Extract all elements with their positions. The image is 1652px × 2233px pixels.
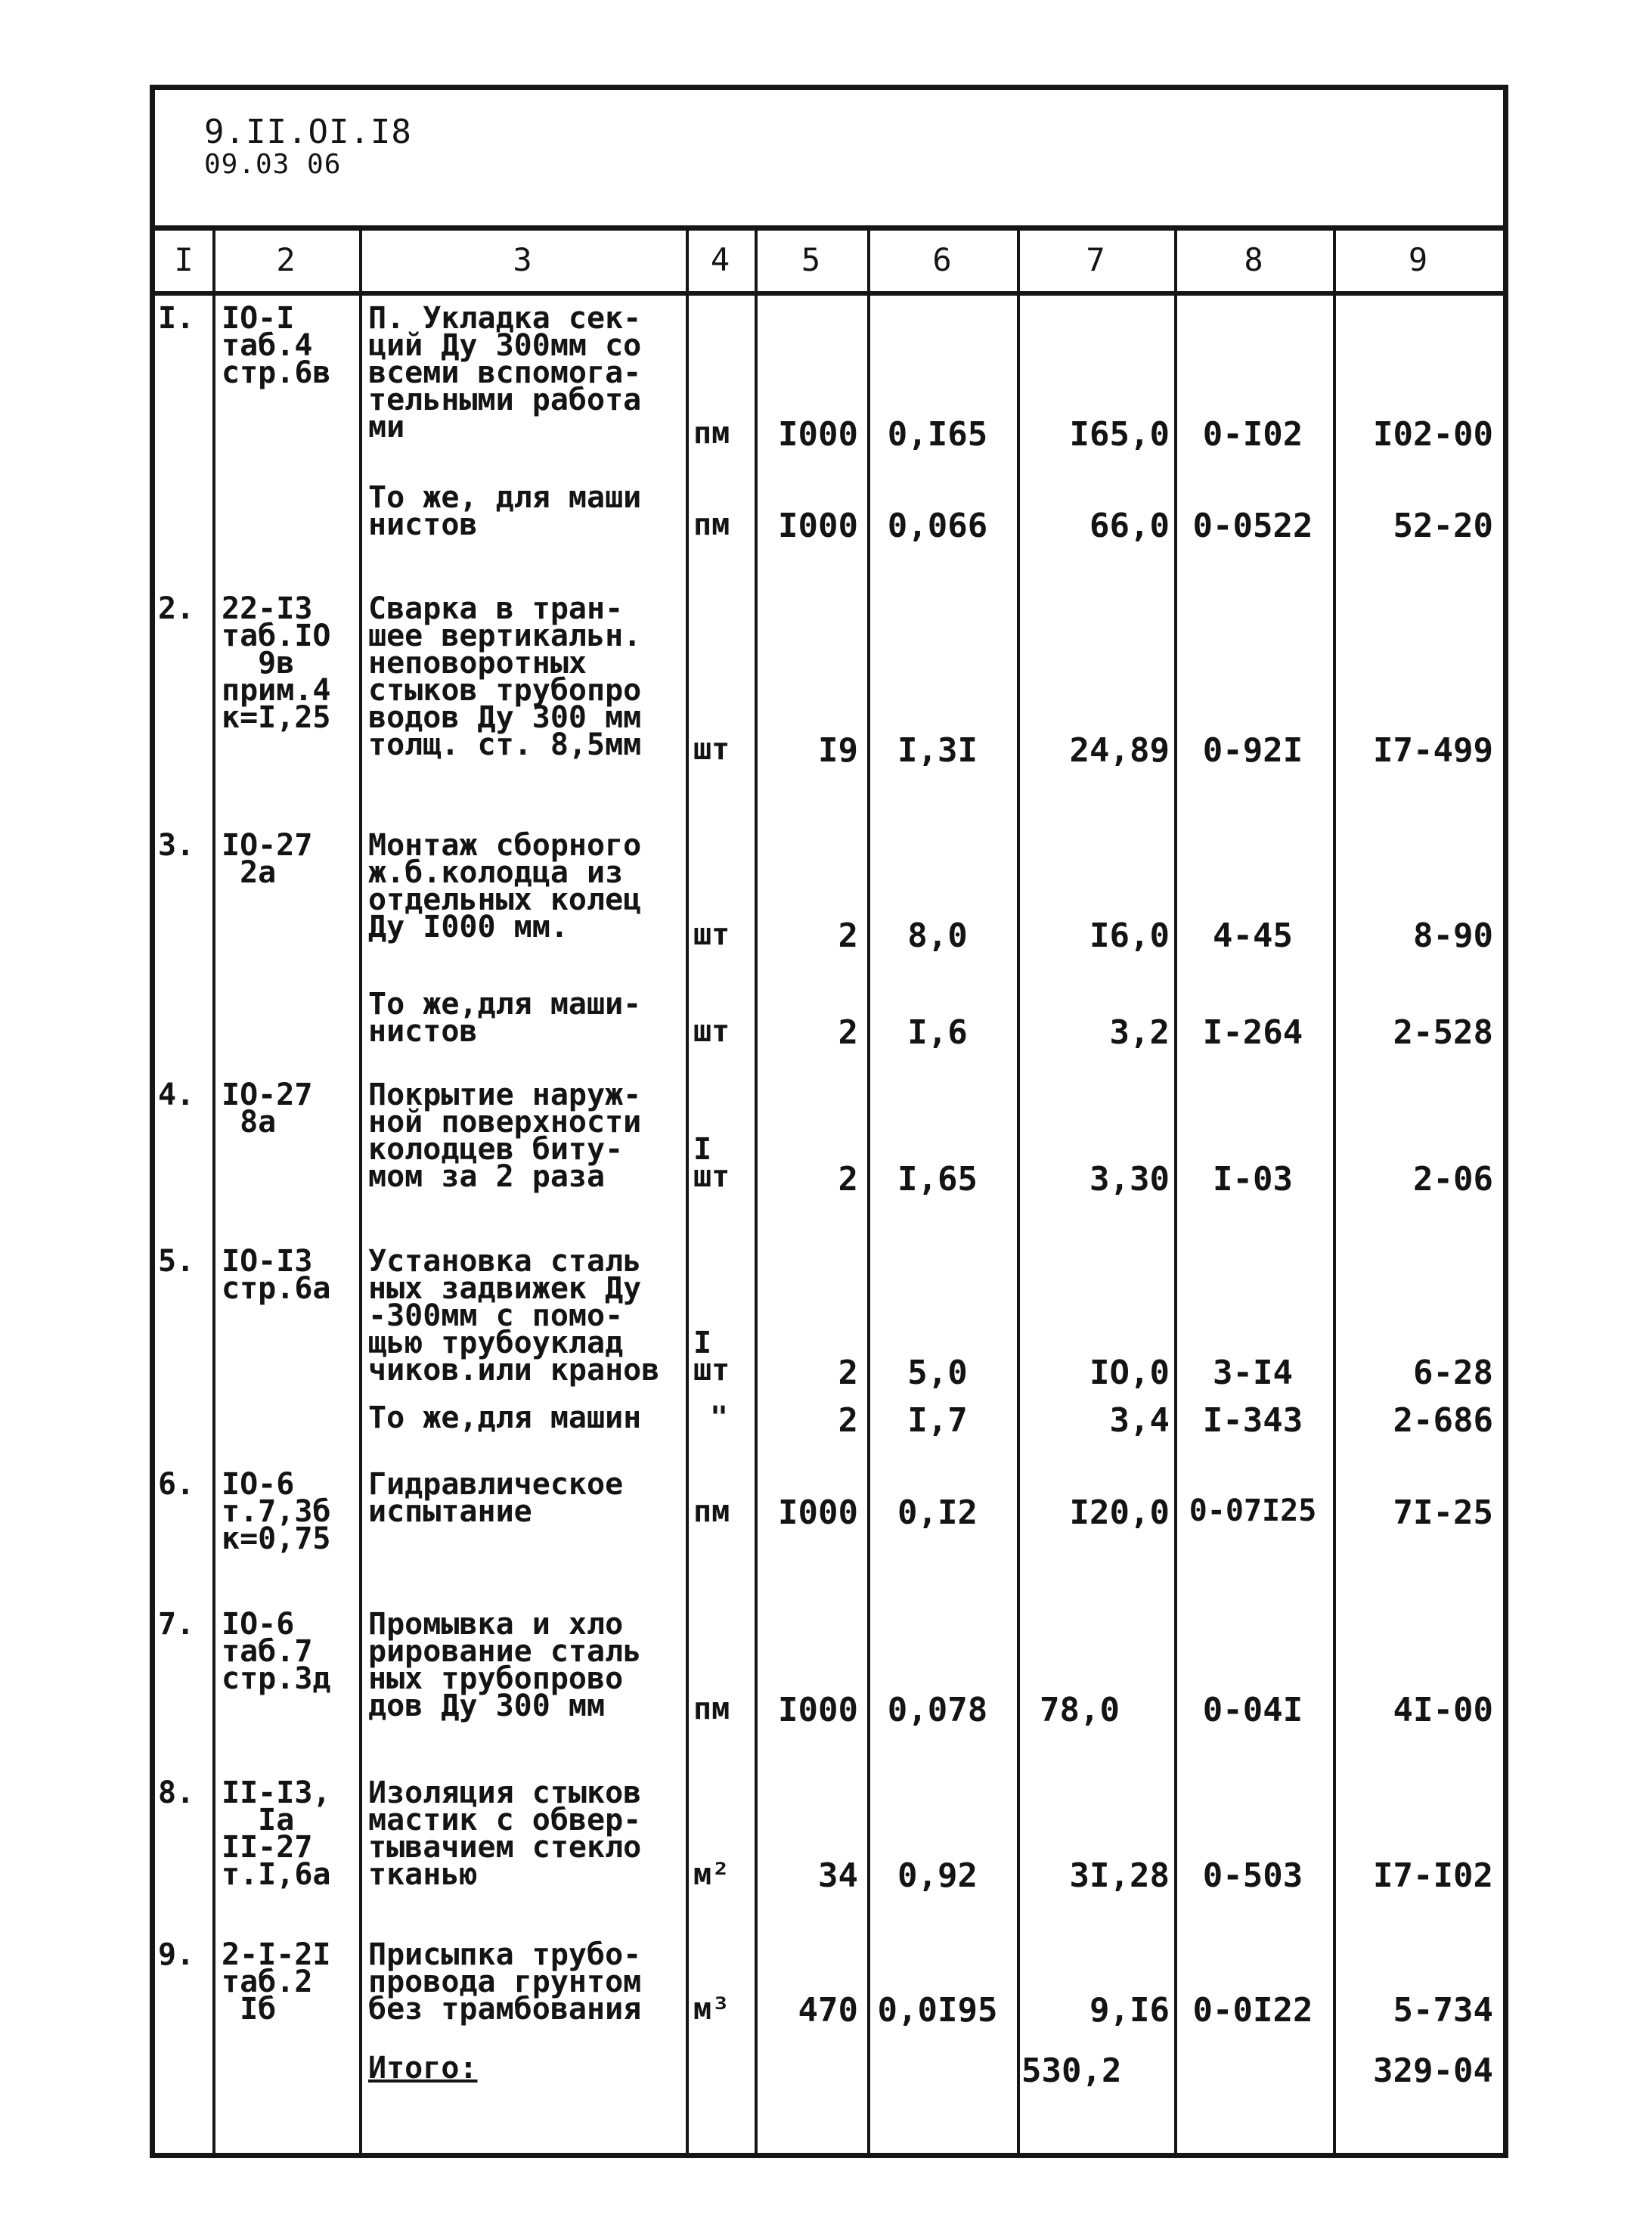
row-rate: I-343 bbox=[1202, 1401, 1303, 1440]
row-quantity: 2 bbox=[838, 1013, 858, 1052]
row-quantity: 2 bbox=[838, 916, 858, 955]
row-quantity: I000 bbox=[778, 1493, 858, 1532]
row-cost: 2-06 bbox=[1413, 1160, 1493, 1199]
row-unit: м² bbox=[693, 1857, 730, 1892]
row-total: IO,0 bbox=[1089, 1354, 1170, 1392]
column-number: 9 bbox=[1408, 241, 1428, 278]
row-reference: IO-27 8а bbox=[222, 1078, 313, 1140]
row-description: То же, для маши нистов bbox=[368, 480, 642, 542]
row-cost: 5-734 bbox=[1393, 1991, 1493, 2030]
row-number: 7. bbox=[158, 1607, 195, 1642]
row-unit: I шт bbox=[693, 1326, 730, 1388]
row-unit: I шт bbox=[693, 1132, 730, 1194]
row-reference: II-I3, Iа II-27 т.I,6а bbox=[222, 1776, 331, 1892]
row-cost: I7-I02 bbox=[1373, 1856, 1493, 1895]
row-reference: IO-6 таб.7 стр.3д bbox=[222, 1607, 331, 1696]
row-total: 3,2 bbox=[1109, 1013, 1170, 1052]
total-label: Итого: bbox=[368, 2051, 478, 2086]
column-number: 6 bbox=[932, 241, 952, 278]
estimate-table bbox=[155, 231, 1503, 2153]
row-quantity: 34 bbox=[818, 1856, 858, 1895]
column-number: 3 bbox=[513, 241, 532, 278]
row-description: Изоляция стыков мастик с обвер- тывачием стекло тканью bbox=[368, 1776, 642, 1892]
row-unit: пм bbox=[693, 1494, 730, 1529]
document-code: 9.II.OI.I8 bbox=[204, 113, 412, 151]
row-rate: 0-07I25 bbox=[1189, 1493, 1317, 1528]
column-number: 5 bbox=[801, 241, 821, 278]
row-norm: 0,066 bbox=[887, 507, 988, 545]
column-number: 7 bbox=[1086, 241, 1105, 278]
row-description: Промывка и хло рирование сталь ных трубопрово дов Ду 300 мм bbox=[368, 1607, 642, 1723]
row-number: 3. bbox=[158, 828, 195, 863]
row-description: Монтаж сборного ж.б.колодца из отдельных колец Ду I000 мм. bbox=[368, 828, 642, 944]
row-reference: IO-I таб.4 стр.6в bbox=[222, 301, 331, 390]
row-total: I20,0 bbox=[1069, 1493, 1170, 1532]
row-description: То же,для машин bbox=[368, 1400, 642, 1435]
row-norm: 5,0 bbox=[907, 1354, 968, 1392]
row-total: 24,89 bbox=[1069, 731, 1170, 770]
row-unit: шт bbox=[693, 917, 730, 952]
row-cost: 2-528 bbox=[1393, 1013, 1493, 1052]
row-reference: 22-I3 таб.IO 9в прим.4 к=I,25 bbox=[222, 591, 331, 735]
row-norm: I,6 bbox=[907, 1013, 968, 1052]
row-description: То же,для маши- нистов bbox=[368, 987, 642, 1049]
row-rate: 0-503 bbox=[1202, 1856, 1303, 1895]
row-total: 3,30 bbox=[1089, 1160, 1170, 1199]
row-norm: I,65 bbox=[897, 1160, 978, 1199]
row-rate: 0-04I bbox=[1202, 1691, 1303, 1729]
row-reference: IO-I3 стр.6а bbox=[222, 1244, 331, 1306]
row-description: Гидравлическое испытание bbox=[368, 1467, 624, 1529]
row-quantity: 2 bbox=[838, 1401, 858, 1440]
col-divider bbox=[755, 231, 758, 2153]
row-norm: 8,0 bbox=[907, 916, 968, 955]
row-unit: шт bbox=[693, 1014, 730, 1049]
row-description: Присыпка трубо- провода грунтом без трамбования bbox=[368, 1937, 642, 2027]
row-norm: 0,078 bbox=[887, 1691, 988, 1729]
row-total: I6,0 bbox=[1089, 916, 1170, 955]
row-quantity: 2 bbox=[838, 1160, 858, 1199]
row-reference: 2-I-2I таб.2 Iб bbox=[222, 1937, 331, 2027]
row-rate: 0-0I22 bbox=[1192, 1991, 1313, 2030]
column-number: I bbox=[174, 241, 194, 278]
row-cost: 6-28 bbox=[1413, 1354, 1493, 1392]
row-number: 6. bbox=[158, 1467, 195, 1502]
row-cost: 52-20 bbox=[1393, 507, 1493, 545]
row-unit: пм bbox=[693, 1692, 730, 1726]
total-labor: 530,2 bbox=[1021, 2052, 1122, 2090]
row-reference: IO-27 2а bbox=[222, 828, 313, 890]
row-norm: 0,0I95 bbox=[877, 1991, 998, 2030]
row-quantity: 470 bbox=[798, 1991, 858, 2030]
row-norm: I,3I bbox=[897, 731, 978, 770]
row-rate: I-264 bbox=[1202, 1013, 1303, 1052]
total-cost: 329-04 bbox=[1373, 2052, 1493, 2090]
row-total: 3,4 bbox=[1109, 1401, 1170, 1440]
row-norm: 0,92 bbox=[897, 1856, 978, 1895]
row-number: 4. bbox=[158, 1078, 195, 1112]
row-unit: шт bbox=[693, 732, 730, 767]
document-subcode: 09.03 06 bbox=[204, 149, 342, 180]
row-total: 9,I6 bbox=[1089, 1991, 1170, 2030]
row-quantity: I000 bbox=[778, 415, 858, 454]
col-divider bbox=[359, 231, 362, 2153]
row-cost: 8-90 bbox=[1413, 916, 1493, 955]
row-description: Установка сталь ных задвижек Ду -300мм с помо- щью трубоуклад чиков.или кранов bbox=[368, 1244, 660, 1388]
row-norm: I,7 bbox=[907, 1401, 968, 1440]
row-norm: 0,I2 bbox=[897, 1493, 978, 1532]
row-number: 8. bbox=[158, 1776, 195, 1810]
col-divider bbox=[212, 231, 215, 2153]
header-box bbox=[155, 90, 1503, 231]
row-cost: I7-499 bbox=[1373, 731, 1493, 770]
row-cost: I02-00 bbox=[1373, 415, 1493, 454]
row-rate: 0-0522 bbox=[1192, 507, 1313, 545]
row-unit: м³ bbox=[693, 1992, 730, 2027]
row-quantity: I000 bbox=[778, 507, 858, 545]
row-total: I65,0 bbox=[1069, 415, 1170, 454]
col-divider bbox=[1333, 231, 1336, 2153]
column-number: 2 bbox=[276, 241, 296, 278]
row-rate: 0-92I bbox=[1202, 731, 1303, 770]
row-quantity: I9 bbox=[818, 731, 858, 770]
row-cost: 4I-00 bbox=[1393, 1691, 1493, 1729]
row-rate: 0-I02 bbox=[1202, 415, 1303, 454]
row-quantity: 2 bbox=[838, 1354, 858, 1392]
row-unit: пм bbox=[693, 416, 730, 451]
row-cost: 2-686 bbox=[1393, 1401, 1493, 1440]
row-number: 2. bbox=[158, 591, 195, 626]
row-total: 78,0 bbox=[1040, 1691, 1120, 1729]
row-description: П. Укладка сек- ций Ду 300мм со всеми вспомога- тельными работа ми bbox=[368, 301, 642, 445]
row-reference: IO-6 т.7,3б к=0,75 bbox=[222, 1467, 331, 1556]
header-row-divider bbox=[155, 291, 1503, 296]
row-quantity: I000 bbox=[778, 1691, 858, 1729]
column-number: 8 bbox=[1244, 241, 1263, 278]
col-divider bbox=[1017, 231, 1020, 2153]
row-rate: I-03 bbox=[1213, 1160, 1293, 1199]
row-rate: 3-I4 bbox=[1213, 1354, 1293, 1392]
row-unit: " bbox=[710, 1400, 729, 1435]
row-number: 9. bbox=[158, 1937, 195, 1972]
col-divider bbox=[686, 231, 689, 2153]
document-sheet bbox=[150, 85, 1508, 2158]
row-rate: 4-45 bbox=[1213, 916, 1293, 955]
row-cost: 7I-25 bbox=[1393, 1493, 1493, 1532]
row-description: Покрытие наруж- ной поверхности колодцев биту- мом за 2 раза bbox=[368, 1078, 642, 1194]
row-norm: 0,I65 bbox=[887, 415, 988, 454]
column-number: 4 bbox=[710, 241, 730, 278]
row-number: 5. bbox=[158, 1244, 195, 1279]
row-total: 3I,28 bbox=[1069, 1856, 1170, 1895]
row-unit: пм bbox=[693, 507, 730, 542]
row-number: I. bbox=[158, 301, 195, 336]
row-total: 66,0 bbox=[1089, 507, 1170, 545]
row-description: Сварка в тран- шее вертикальн. неповоротных стыков трубопро водов Ду 300 мм толщ. ст. 8,5мм bbox=[368, 591, 642, 762]
